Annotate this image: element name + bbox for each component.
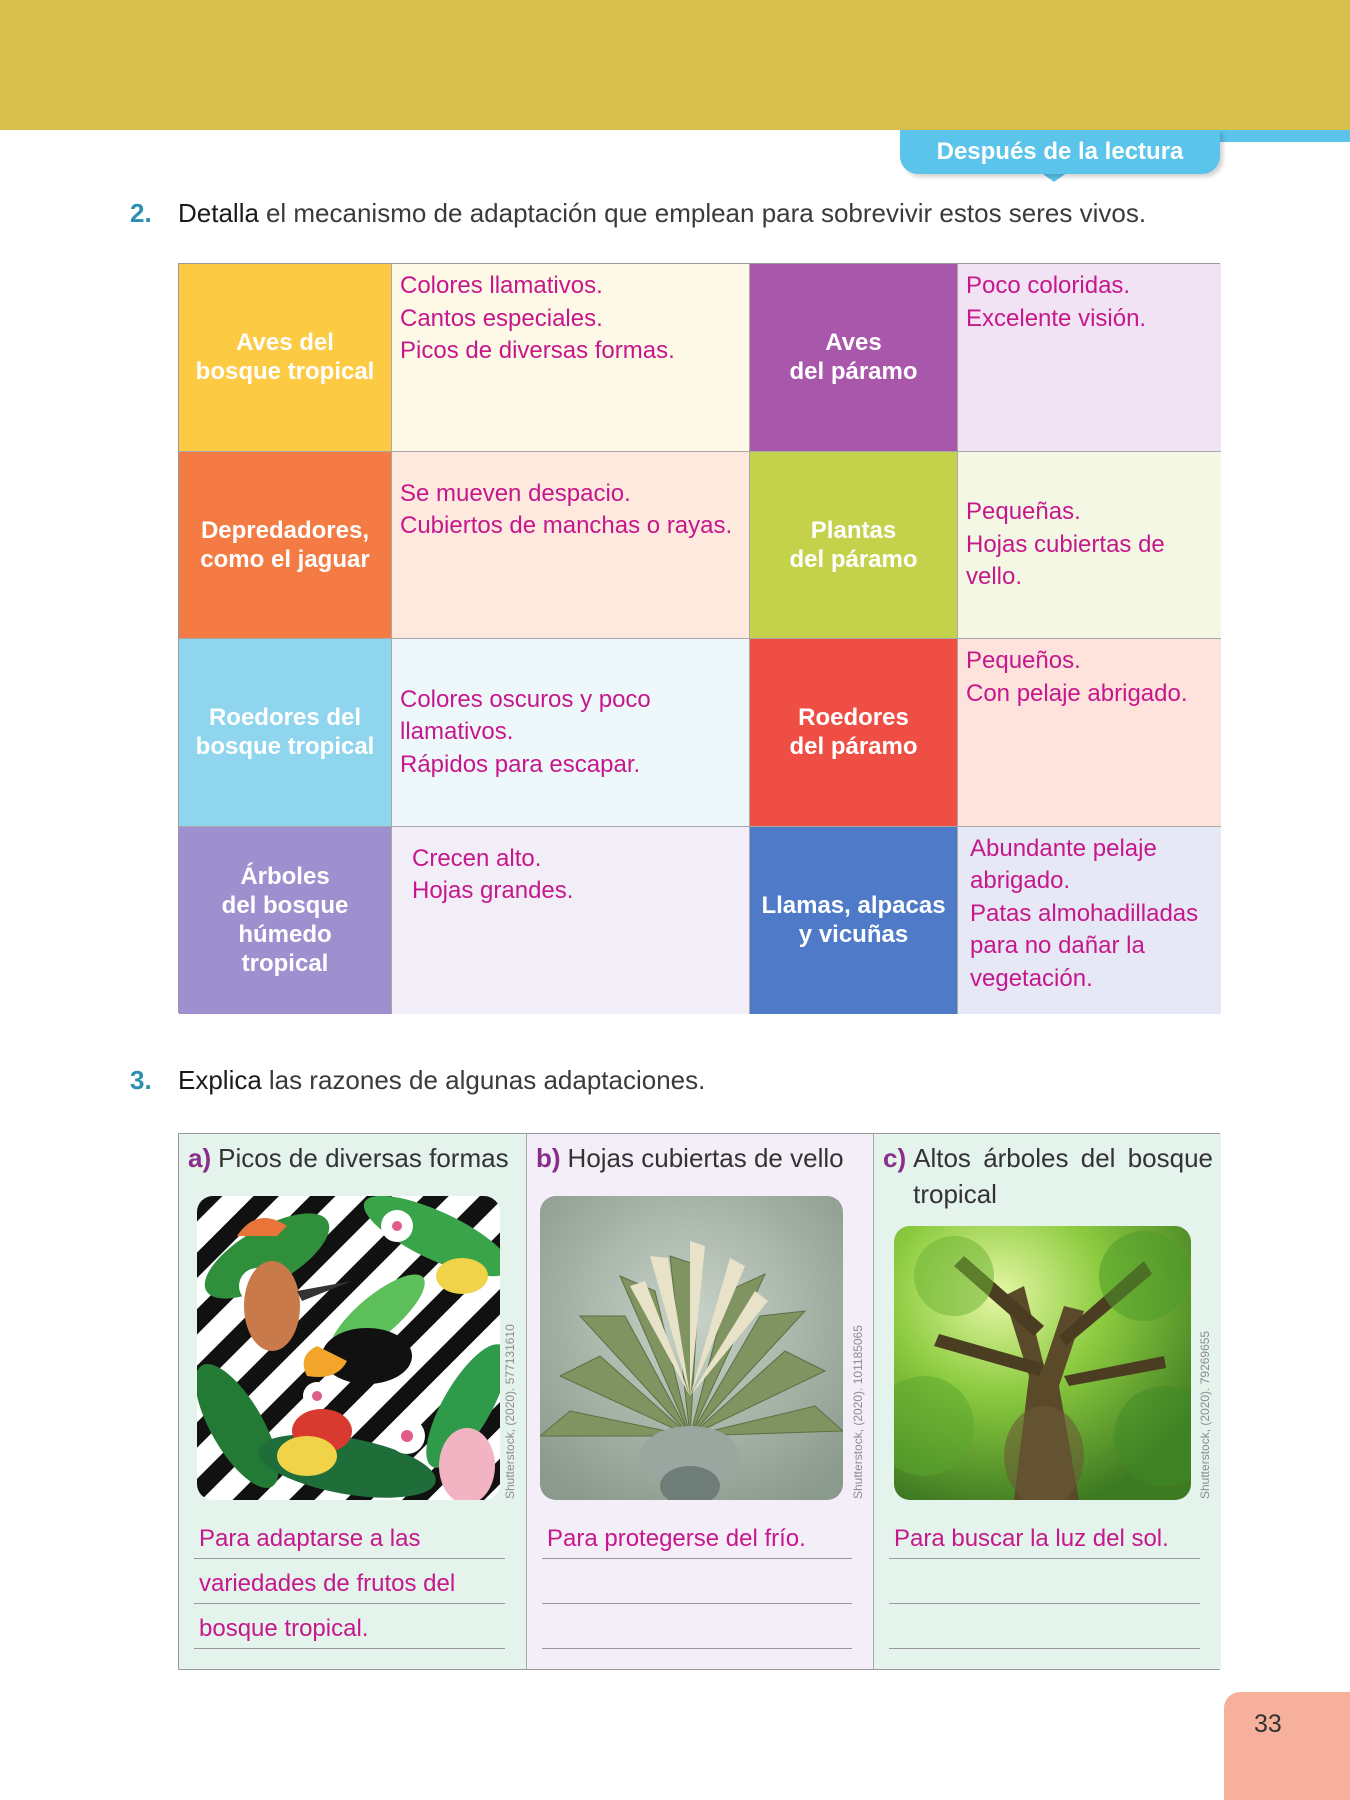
organism-label: Árboles del bosque húmedo tropical (179, 827, 392, 1015)
question-number: 3. (130, 1065, 152, 1095)
answer-lines (889, 1514, 1200, 1649)
photo-credit: Shutterstock, (2020). 577131610 (503, 1324, 517, 1499)
tall-tree-photo (894, 1226, 1191, 1500)
section-tab: Después de la lectura (900, 130, 1220, 174)
question-2 (130, 198, 1146, 229)
adaptation-answer: Crecen alto. Hojas grandes. (392, 827, 750, 1015)
activity-item-b (526, 1134, 873, 1669)
question-number: 2. (130, 198, 152, 228)
activity-title-text: Hojas cubiertas de vello (567, 1143, 844, 1173)
photo-credit: Shutterstock, (2020). 101185065 (851, 1325, 865, 1499)
organism-label: Llamas, alpacas y vicuñas (750, 827, 958, 1015)
activity-letter: b) (536, 1143, 561, 1173)
question-3 (130, 1065, 705, 1096)
answer-line[interactable] (889, 1559, 1200, 1604)
answer-line[interactable]: bosque tropical. (194, 1604, 505, 1649)
activity-letter: a) (188, 1143, 212, 1173)
answer-line[interactable]: Para adaptarse a las (194, 1514, 505, 1559)
activity-title (536, 1140, 865, 1176)
organism-label: Depredadores, como el jaguar (179, 452, 392, 640)
activity-item-c (873, 1134, 1221, 1669)
activity-3-box (178, 1133, 1220, 1670)
organism-label: Roedores del bosque tropical (179, 639, 392, 827)
organism-label: Roedores del páramo (750, 639, 958, 827)
activity-title (188, 1140, 518, 1176)
answer-line[interactable] (542, 1604, 852, 1649)
answer-line[interactable]: variedades de frutos del (194, 1559, 505, 1604)
activity-title-text: Altos árboles del bosque tropical (913, 1143, 1213, 1209)
frailejon-plant-photo (540, 1196, 843, 1500)
adaptation-answer: Poco coloridas. Excelente visión. (958, 264, 1221, 452)
answer-line[interactable]: Para protegerse del frío. (542, 1514, 852, 1559)
adaptation-answer: Pequeños. Con pelaje abrigado. (958, 639, 1221, 827)
header-band (0, 0, 1350, 130)
activity-item-a (179, 1134, 526, 1669)
organism-label: Aves del páramo (750, 264, 958, 452)
organism-label: Plantas del páramo (750, 452, 958, 640)
page-number-tab (1224, 1692, 1350, 1800)
answer-lines (194, 1514, 505, 1649)
activity-title (883, 1140, 1213, 1212)
adaptation-table (178, 263, 1220, 1013)
photo-credit: Shutterstock, (2020). 79269655 (1198, 1330, 1212, 1499)
tropical-birds-photo (197, 1196, 500, 1500)
adaptation-answer: Abundante pelaje abrigado. Patas almohadilladas para no dañar la vegetación. (958, 827, 1221, 1015)
answer-line[interactable]: Para buscar la luz del sol. (889, 1514, 1200, 1559)
adaptation-answer: Pequeñas. Hojas cubiertas de vello. (958, 452, 1221, 640)
answer-line[interactable] (542, 1559, 852, 1604)
question-text: el mecanismo de adaptación que emplean para sobrevivir estos seres vivos. (265, 198, 1147, 228)
answer-lines (542, 1514, 852, 1649)
adaptation-answer: Colores llamativos. Cantos especiales. Picos de diversas formas. (392, 264, 750, 452)
activity-title-text: Picos de diversas formas (218, 1143, 509, 1173)
question-verb: Detalla (178, 198, 259, 228)
adaptation-answer: Colores oscuros y poco llamativos. Rápidos para escapar. (392, 639, 750, 827)
organism-label: Aves del bosque tropical (179, 264, 392, 452)
answer-line[interactable] (889, 1604, 1200, 1649)
adaptation-answer: Se mueven despacio. Cubiertos de manchas o rayas. (392, 452, 750, 640)
activity-letter: c) (883, 1143, 907, 1173)
question-verb: Explica (178, 1065, 262, 1095)
page-number: 33 (1254, 1710, 1282, 1738)
question-text: las razones de algunas adaptaciones. (268, 1065, 706, 1095)
